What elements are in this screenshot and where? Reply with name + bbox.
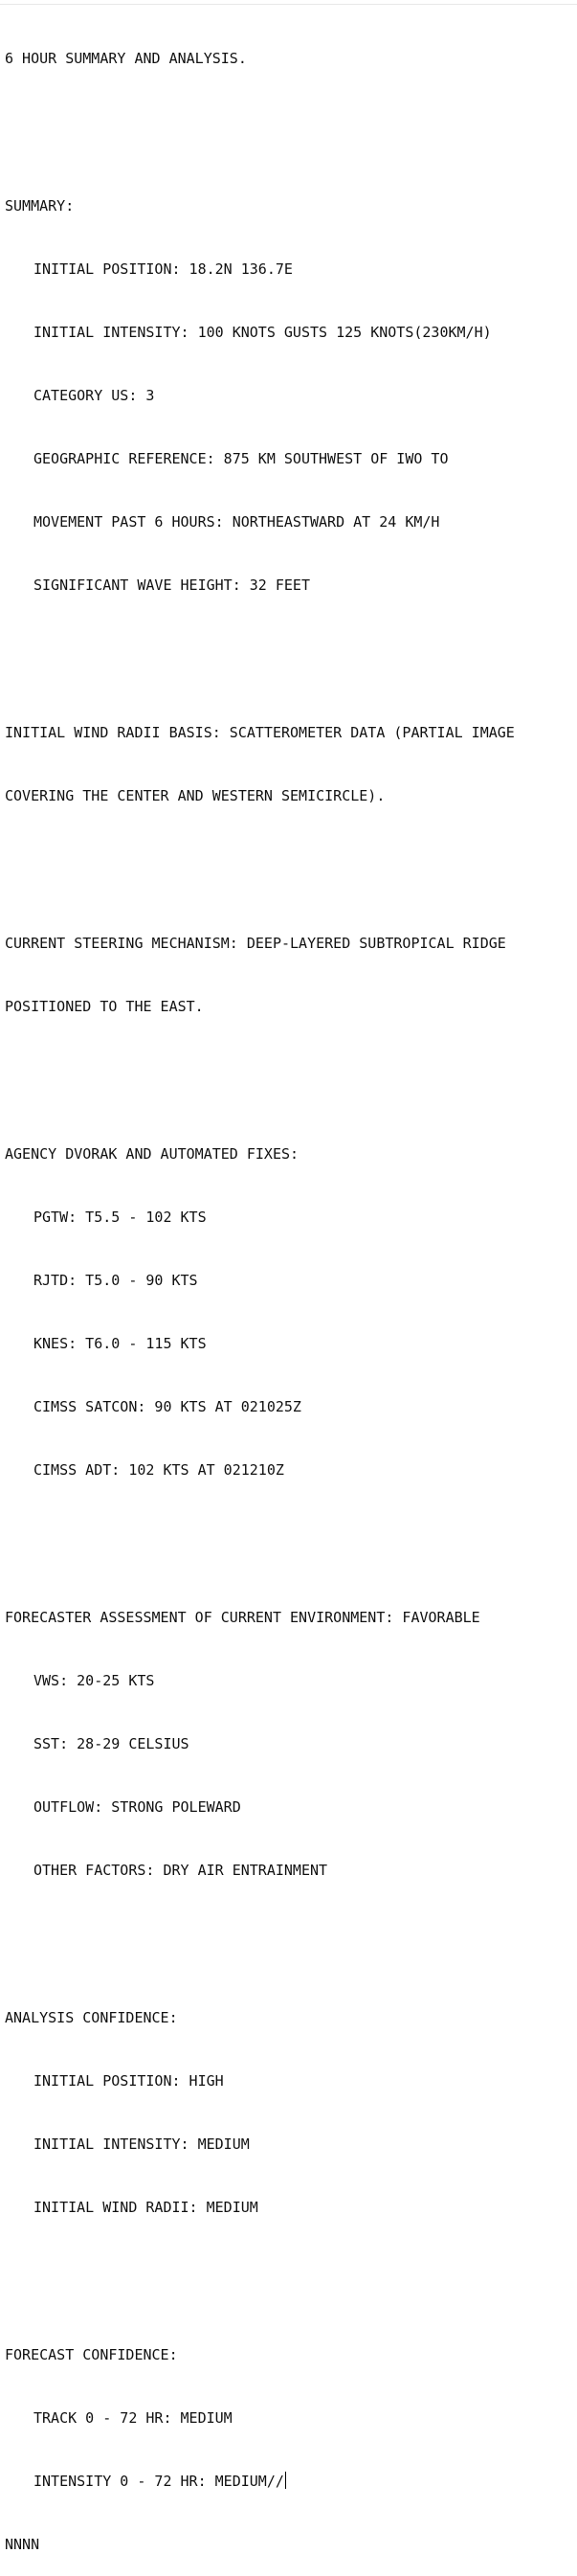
header-line: 6 HOUR SUMMARY AND ANALYSIS. [5, 50, 247, 67]
summary-geographic-reference: GEOGRAPHIC REFERENCE: 875 KM SOUTHWEST OF IWO TO [33, 450, 449, 467]
blank-line [5, 1059, 575, 1080]
summary-wave-height: SIGNIFICANT WAVE HEIGHT: 32 FEET [33, 576, 310, 594]
text-cursor [285, 2472, 286, 2489]
analysis-confidence-position: INITIAL POSITION: HIGH [33, 2072, 224, 2090]
footer-line: NNNN [5, 2536, 40, 2553]
wind-radii-line-2: COVERING THE CENTER AND WESTERN SEMICIRCLE). [5, 787, 386, 804]
fix-item-rjtd: RJTD: T5.0 - 90 KTS [33, 1272, 198, 1289]
fix-item-cimss-adt: CIMSS ADT: 102 KTS AT 021210Z [33, 1461, 284, 1479]
summary-movement: MOVEMENT PAST 6 HOURS: NORTHEASTWARD AT 24 KM/H [33, 513, 440, 531]
blank-line [5, 111, 575, 132]
forecast-confidence-intensity: INTENSITY 0 - 72 HR: MEDIUM// [33, 2473, 284, 2490]
blank-line [5, 2260, 575, 2281]
fix-item-knes: KNES: T6.0 - 115 KTS [33, 1335, 207, 1352]
steering-line-1: CURRENT STEERING MECHANISM: DEEP-LAYERED SUBTROPICAL RIDGE [5, 935, 506, 952]
blank-line [5, 1523, 575, 1544]
wind-radii-line-1: INITIAL WIND RADII BASIS: SCATTEROMETER DATA (PARTIAL IMAGE [5, 724, 515, 741]
environment-title: FORECASTER ASSESSMENT OF CURRENT ENVIRONMENT: FAVORABLE [5, 1609, 480, 1626]
fix-item-pgtw: PGTW: T5.5 - 102 KTS [33, 1209, 207, 1226]
environment-vws: VWS: 20-25 KTS [33, 1672, 155, 1689]
forecast-confidence-title: FORECAST CONFIDENCE: [5, 2346, 178, 2363]
environment-sst: SST: 28-29 CELSIUS [33, 1735, 189, 1752]
summary-title: SUMMARY: [5, 197, 75, 215]
top-divider [0, 0, 577, 5]
bulletin-text-area[interactable] [5, 6, 575, 2576]
fix-item-cimss-satcon: CIMSS SATCON: 90 KTS AT 021025Z [33, 1398, 301, 1415]
summary-initial-intensity: INITIAL INTENSITY: 100 KNOTS GUSTS 125 KNOTS(230KM/H) [33, 324, 492, 341]
steering-line-2: POSITIONED TO THE EAST. [5, 998, 204, 1015]
forecast-confidence-intensity-row [5, 2471, 575, 2492]
fixes-title: AGENCY DVORAK AND AUTOMATED FIXES: [5, 1145, 300, 1163]
summary-category: CATEGORY US: 3 [33, 387, 155, 404]
analysis-confidence-title: ANALYSIS CONFIDENCE: [5, 2009, 178, 2026]
blank-line [5, 638, 575, 659]
blank-line [5, 1923, 575, 1944]
summary-initial-position: INITIAL POSITION: 18.2N 136.7E [33, 260, 293, 278]
analysis-confidence-wind-radii: INITIAL WIND RADII: MEDIUM [33, 2199, 258, 2216]
environment-outflow: OUTFLOW: STRONG POLEWARD [33, 1798, 241, 1816]
analysis-confidence-intensity: INITIAL INTENSITY: MEDIUM [33, 2135, 250, 2153]
environment-other-factors: OTHER FACTORS: DRY AIR ENTRAINMENT [33, 1862, 328, 1879]
blank-line [5, 848, 575, 870]
forecast-confidence-track: TRACK 0 - 72 HR: MEDIUM [33, 2409, 233, 2427]
